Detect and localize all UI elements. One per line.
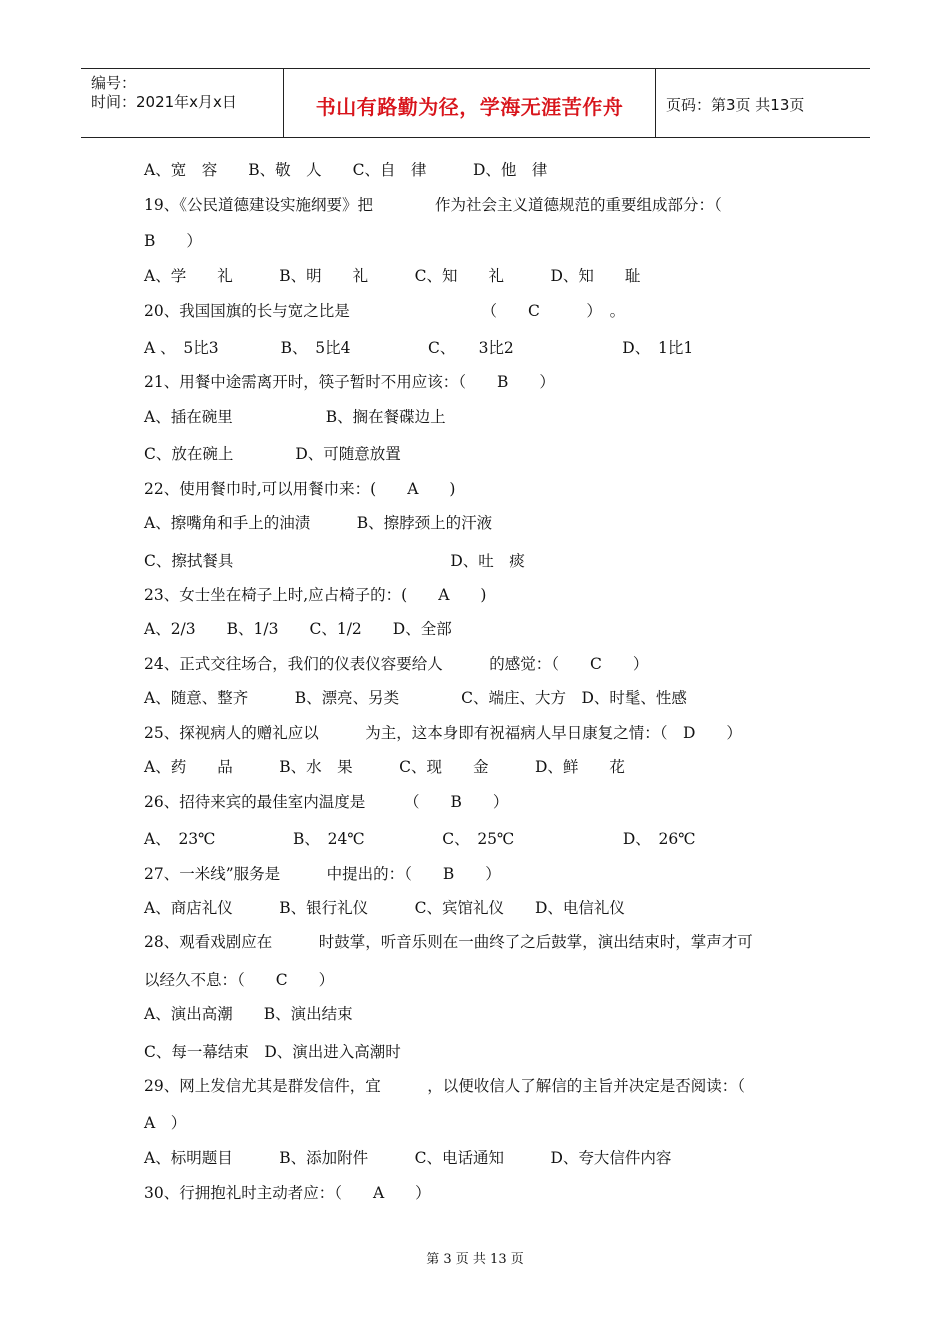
- question-line: A、药 品 B、水 果 C、现 金 D、鲜 花: [144, 758, 625, 776]
- header-motto: 书山有路勤为径，学海无涯苦作舟: [315, 95, 624, 119]
- page-footer: 第 3 页 共 13 页: [426, 1252, 524, 1267]
- question-line: 28、观看戏剧应在 时鼓掌，听音乐则在一曲终了之后鼓掌，演出结束时，掌声才可: [144, 933, 753, 951]
- question-line: 19、《公民道德建设实施纲要》把 作为社会主义道德规范的重要组成部分：（: [144, 196, 722, 214]
- question-line: 22、使用餐巾时,可以用餐巾来：( A ): [144, 480, 456, 498]
- question-line: A、擦嘴角和手上的油渍 B、擦脖颈上的汗液: [144, 514, 493, 532]
- question-line: 23、女士坐在椅子上时,应占椅子的：( A ): [144, 586, 487, 604]
- question-line: 20、我国国旗的长与宽之比是 （ C ） 。: [144, 302, 626, 320]
- question-line: A、2/3 B、1/3 C、1/2 D、全部: [144, 620, 452, 638]
- question-line: 以经久不息：（ C ）: [144, 971, 335, 989]
- question-line: A、宽 容 B、敬 人 C、自 律 D、他 律: [144, 161, 548, 179]
- question-line: A、标明题目 B、添加附件 C、电话通知 D、夸大信件内容: [144, 1149, 672, 1167]
- date-label: 时间：2021年x月x日: [91, 93, 237, 111]
- question-line: 30、行拥抱礼时主动者应：（ A ）: [144, 1184, 431, 1202]
- question-line: A、插在碗里 B、搁在餐碟边上: [144, 408, 446, 426]
- question-line: A 、 5比3 B、 5比4 C、 3比2 D、 1比1: [144, 339, 694, 357]
- question-line: 26、招待来宾的最佳室内温度是 （ B ）: [144, 793, 509, 811]
- header-page-number: 页码：第3页 共13页: [666, 96, 805, 114]
- question-line: A、演出高潮 B、演出结束: [144, 1005, 353, 1023]
- question-line: A、 23℃ B、 24℃ C、 25℃ D、 26℃: [144, 830, 696, 848]
- question-line: 21、用餐中途需离开时，筷子暂时不用应该：（ B ）: [144, 373, 555, 391]
- question-line: 24、正式交往场合，我们的仪表仪容要给人 的感觉：（ C ）: [144, 655, 649, 673]
- question-line: C、擦拭餐具 D、吐 痰: [144, 552, 525, 570]
- question-line: 29、网上发信尤其是群发信件，宜 ，以便收信人了解信的主旨并决定是否阅读：（: [144, 1077, 745, 1095]
- question-line: A、商店礼仪 B、银行礼仪 C、宾馆礼仪 D、电信礼仪: [144, 899, 625, 917]
- question-line: 27、一米线”服务是 中提出的：（ B ）: [144, 865, 501, 883]
- question-line: C、每一幕结束 D、演出进入高潮时: [144, 1043, 401, 1061]
- question-line: C、放在碗上 D、可随意放置: [144, 445, 401, 463]
- question-line: A、学 礼 B、明 礼 C、知 礼 D、知 耻: [144, 267, 641, 285]
- question-line: A ）: [144, 1114, 187, 1132]
- question-line: 25、探视病人的赠礼应以 为主，这本身即有祝福病人早日康复之情：（ D ）: [144, 724, 742, 742]
- question-line: B ）: [144, 232, 202, 250]
- serial-label: 编号：: [91, 74, 137, 92]
- question-line: A、随意、整齐 B、漂亮、另类 C、端庄、大方 D、时髦、性感: [144, 689, 687, 707]
